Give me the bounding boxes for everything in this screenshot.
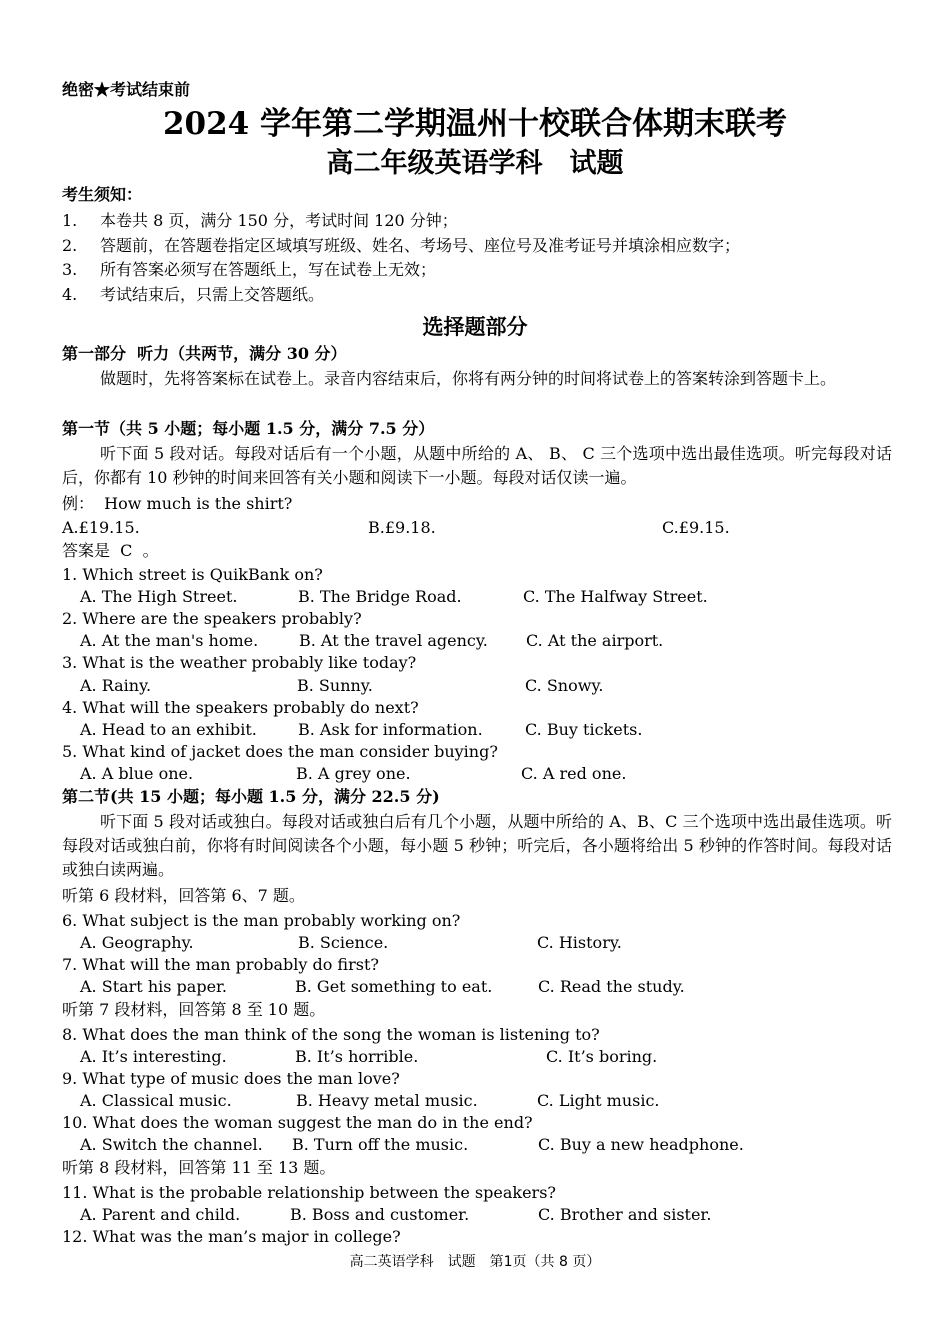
option-b: B. It’s horrible. — [295, 1047, 419, 1066]
question-text: 3. What is the weather probably like today? — [62, 653, 417, 672]
option-b: B. The Bridge Road. — [298, 587, 462, 606]
option-c: C. Buy tickets. — [525, 720, 643, 739]
sec1-heading: 第一节（共 5 小题；每小题 1.5 分，满分 7.5 分） — [62, 419, 435, 438]
option-c: C. Light music. — [537, 1091, 660, 1110]
option-a: A. Switch the channel. — [80, 1135, 263, 1154]
notice-num: 2. — [62, 236, 78, 255]
notice-text: 答题前，在答题卷指定区域填写班级、姓名、考场号、座位号及准考证号并填涂相应数字； — [100, 236, 741, 255]
option-c: C. Brother and sister. — [538, 1205, 712, 1224]
question-text: 1. Which street is QuikBank on? — [62, 565, 323, 584]
exam-title: 2024 学年第二学期温州十校联合体期末联考 — [162, 106, 788, 142]
question-text: 2. Where are the speakers probably? — [62, 609, 362, 628]
option-c: C. A red one. — [521, 764, 627, 783]
option-a: A. Classical music. — [80, 1091, 232, 1110]
option-b: B. Heavy metal music. — [296, 1091, 478, 1110]
notice-text: 所有答案必须写在答题纸上，写在试卷上无效； — [100, 260, 437, 279]
option-c: C. Snowy. — [525, 676, 604, 695]
example-option-a: A.£19.15. — [62, 518, 140, 537]
option-b: B. Science. — [298, 933, 389, 952]
option-a: A. The High Street. — [80, 587, 238, 606]
sec2-heading: 第二节(共 15 小题；每小题 1.5 分，满分 22.5 分) — [62, 787, 440, 806]
question-text: 6. What subject is the man probably working on? — [62, 911, 461, 930]
option-a: A. Parent and child. — [80, 1205, 241, 1224]
option-b: B. Sunny. — [297, 676, 373, 695]
question-text: 5. What kind of jacket does the man consider buying? — [62, 742, 498, 761]
example-option-c: C.£9.15. — [662, 518, 730, 537]
exam-subtitle: 高二年级英语学科 试题 — [326, 148, 624, 179]
example-answer: 答案是 C 。 — [62, 541, 159, 560]
option-a: A. Geography. — [80, 933, 194, 952]
option-b: B. Ask for information. — [298, 720, 483, 739]
option-b: B. Turn off the music. — [292, 1135, 469, 1154]
question-text: 8. What does the man think of the song the woman is listening to? — [62, 1025, 600, 1044]
confidential-mark: 绝密★考试结束前 — [62, 80, 191, 99]
notice-item — [62, 284, 324, 306]
option-c: C. Buy a new headphone. — [538, 1135, 744, 1154]
question-text: 10. What does the woman suggest the man do in the end? — [62, 1113, 533, 1132]
example-question: 例： How much is the shirt? — [62, 494, 293, 513]
option-a: A. It’s interesting. — [80, 1047, 227, 1066]
material-6: 听第 6 段材料，回答第 6、7 题。 — [62, 886, 305, 905]
notice-item — [62, 235, 740, 257]
option-c: C. The Halfway Street. — [523, 587, 708, 606]
option-b: B. Get something to eat. — [295, 977, 493, 996]
part1-intro: 做题时，先将答案标在试卷上。录音内容结束后，你将有两分钟的时间将试卷上的答案转涂到答题卡上。 — [100, 369, 837, 388]
notice-item — [62, 210, 458, 232]
notice-heading: 考生须知： — [62, 185, 143, 204]
notice-item — [62, 259, 436, 281]
option-a: A. A blue one. — [80, 764, 194, 783]
option-c: C. It’s boring. — [546, 1047, 658, 1066]
option-b: B. A grey one. — [296, 764, 411, 783]
section-title: 选择题部分 — [422, 314, 528, 339]
question-text: 12. What was the man’s major in college? — [62, 1227, 401, 1246]
material-8: 听第 8 段材料，回答第 11 至 13 题。 — [62, 1158, 336, 1177]
option-a: A. Head to an exhibit. — [80, 720, 257, 739]
option-b: B. At the travel agency. — [299, 631, 488, 650]
option-c: C. Read the study. — [538, 977, 685, 996]
option-a: A. At the man's home. — [80, 631, 259, 650]
page-footer: 高二英语学科 试题 第1页（共 8 页） — [349, 1254, 601, 1270]
notice-text: 考试结束后，只需上交答题纸。 — [100, 285, 325, 304]
material-7: 听第 7 段材料，回答第 8 至 10 题。 — [62, 1000, 326, 1019]
question-text: 9. What type of music does the man love? — [62, 1069, 400, 1088]
part1-heading: 第一部分 听力（共两节，满分 30 分） — [62, 344, 347, 363]
notice-num: 1. — [62, 211, 78, 230]
option-a: A. Start his paper. — [80, 977, 228, 996]
sec1-intro: 听下面 5 段对话。每段对话后有一个小题，从题中所给的 A、 B、 C 三个选项中选出最佳选项。听完每段对话后，你都有 10 秒钟的时间来回答有关小题和阅读下一小题。每段对话仅读一遍。 — [62, 444, 892, 487]
option-c: C. History. — [537, 933, 622, 952]
option-a: A. Rainy. — [80, 676, 152, 695]
notice-text: 本卷共 8 页，满分 150 分，考试时间 120 分钟； — [100, 211, 458, 230]
question-text: 4. What will the speakers probably do next? — [62, 698, 419, 717]
sec2-intro: 听下面 5 段对话或独白。每段对话或独白后有几个小题，从题中所给的 A、B、C 三个选项中选出最佳选项。听每段对话或独白前，你将有时间阅读各个小题，每小题 5 秒钟；听完后，各小题将给出 5 秒钟的作答时间。每段对话或独白读两遍。 — [62, 812, 892, 879]
question-text: 7. What will the man probably do first? — [62, 955, 379, 974]
option-b: B. Boss and customer. — [290, 1205, 470, 1224]
example-option-b: B.£9.18. — [368, 518, 436, 537]
question-text: 11. What is the probable relationship between the speakers? — [62, 1183, 556, 1202]
notice-num: 4. — [62, 285, 78, 304]
option-c: C. At the airport. — [526, 631, 664, 650]
notice-num: 3. — [62, 260, 78, 279]
